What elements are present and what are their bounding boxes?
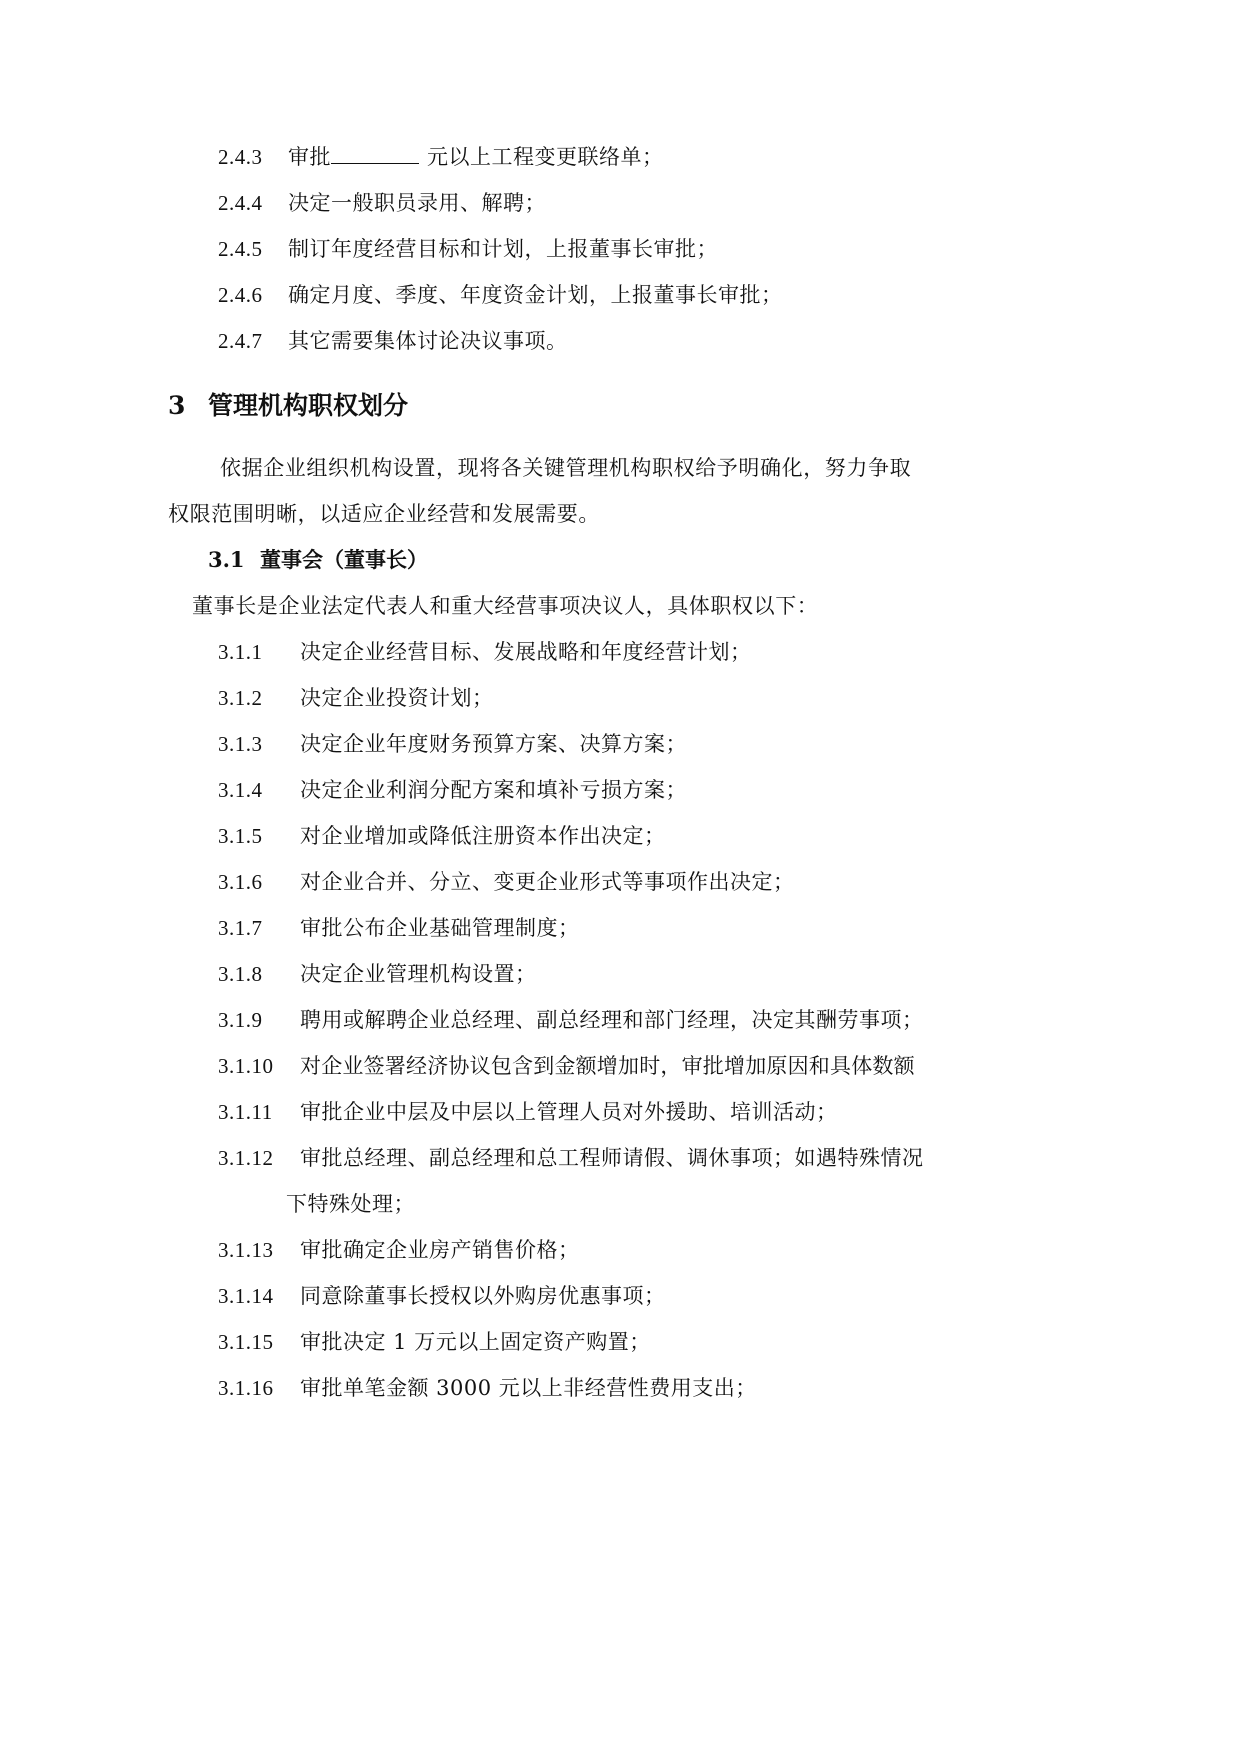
list-item (218, 1097, 838, 1127)
item-text: 制订年度经营目标和计划，上报董事长审批； (288, 237, 718, 261)
list-item (218, 637, 752, 667)
list-item (218, 1235, 580, 1265)
list-item (218, 913, 580, 943)
list-item (218, 1373, 757, 1403)
list-item (218, 234, 718, 264)
item-text: 其它需要集体讨论决议事项。 (288, 329, 568, 353)
item-text: 对企业增加或降低注册资本作出决定； (300, 824, 666, 848)
list-item (218, 683, 494, 713)
list-item (218, 959, 537, 989)
subsection-title: 董事会（董事长） (260, 547, 428, 572)
item-text: 审批单笔金额 3000 元以上非经营性费用支出； (300, 1376, 757, 1400)
item-text: 审批企业中层及中层以上管理人员对外援助、培训活动； (300, 1100, 838, 1124)
list-item (218, 1051, 915, 1081)
item-number: 2.4.6 (218, 283, 263, 307)
item-number: 3.1.13 (218, 1238, 274, 1262)
item-number: 3.1.16 (218, 1376, 274, 1400)
item-text: 决定企业投资计划； (300, 686, 494, 710)
item-text: 决定企业利润分配方案和填补亏损方案； (300, 778, 687, 802)
section-number: 3 (168, 391, 186, 420)
item-number: 3.1.4 (218, 778, 263, 802)
subsection-heading (208, 545, 428, 575)
item-number: 3.1.10 (218, 1054, 274, 1078)
list-item (218, 188, 546, 218)
list-item (218, 142, 664, 172)
section-heading (168, 389, 409, 423)
item-number: 3.1.6 (218, 870, 263, 894)
item-number: 3.1.11 (218, 1100, 273, 1124)
item-text: 决定企业年度财务预算方案、决算方案； (300, 732, 687, 756)
item-number: 3.1.2 (218, 686, 263, 710)
item-number: 3.1.3 (218, 732, 263, 756)
paragraph-line: 董事长是企业法定代表人和重大经营事项决议人，具体职权以下： (192, 594, 819, 618)
item-text: 决定企业管理机构设置； (300, 962, 537, 986)
list-item (218, 1281, 666, 1311)
list-item (218, 1143, 924, 1173)
item-number: 3.1.14 (218, 1284, 274, 1308)
item-text: 审批 (288, 145, 331, 169)
item-text: 元以上工程变更联络单； (427, 145, 664, 169)
item-number: 2.4.4 (218, 191, 263, 215)
list-item (218, 280, 783, 310)
item-number: 3.1.9 (218, 1008, 263, 1032)
list-item (218, 1005, 924, 1035)
item-text: 聘用或解聘企业总经理、副总经理和部门经理，决定其酬劳事项； (300, 1008, 924, 1032)
paragraph-line: 依据企业组织机构设置，现将各关键管理机构职权给予明确化，努力争取 (220, 456, 912, 480)
item-number: 3.1.7 (218, 916, 263, 940)
list-item (218, 775, 687, 805)
item-text: 审批公布企业基础管理制度； (300, 916, 580, 940)
item-text: 对企业签署经济协议包含到金额增加时，审批增加原因和具体数额 (300, 1054, 915, 1078)
list-item (218, 729, 687, 759)
item-number: 3.1.1 (218, 640, 263, 664)
item-number: 3.1.15 (218, 1330, 274, 1354)
item-number: 3.1.12 (218, 1146, 274, 1170)
item-text: 对企业合并、分立、变更企业形式等事项作出决定； (300, 870, 795, 894)
item-number: 2.4.3 (218, 145, 263, 169)
list-item (218, 821, 666, 851)
item-text: 审批确定企业房产销售价格； (300, 1238, 580, 1262)
paragraph-line: 权限范围明晰，以适应企业经营和发展需要。 (168, 502, 600, 526)
list-item (218, 326, 568, 356)
item-text: 审批决定 1 万元以上固定资产购置； (300, 1330, 651, 1354)
item-number: 3.1.5 (218, 824, 263, 848)
subsection-number: 3.1 (208, 547, 245, 572)
list-item (218, 1327, 651, 1357)
list-item (218, 867, 795, 897)
section-title: 管理机构职权划分 (208, 391, 409, 420)
list-item-continuation: 下特殊处理； (286, 1192, 415, 1216)
item-text: 同意除董事长授权以外购房优惠事项； (300, 1284, 666, 1308)
item-text: 审批总经理、副总经理和总工程师请假、调休事项；如遇特殊情况 (300, 1146, 924, 1170)
item-number: 3.1.8 (218, 962, 263, 986)
item-text: 决定一般职员录用、解聘； (288, 191, 546, 215)
item-text: 决定企业经营目标、发展战略和年度经营计划； (300, 640, 752, 664)
fill-in-blank (331, 145, 419, 164)
item-number: 2.4.7 (218, 329, 263, 353)
item-text: 确定月度、季度、年度资金计划，上报董事长审批； (288, 283, 783, 307)
item-number: 2.4.5 (218, 237, 263, 261)
